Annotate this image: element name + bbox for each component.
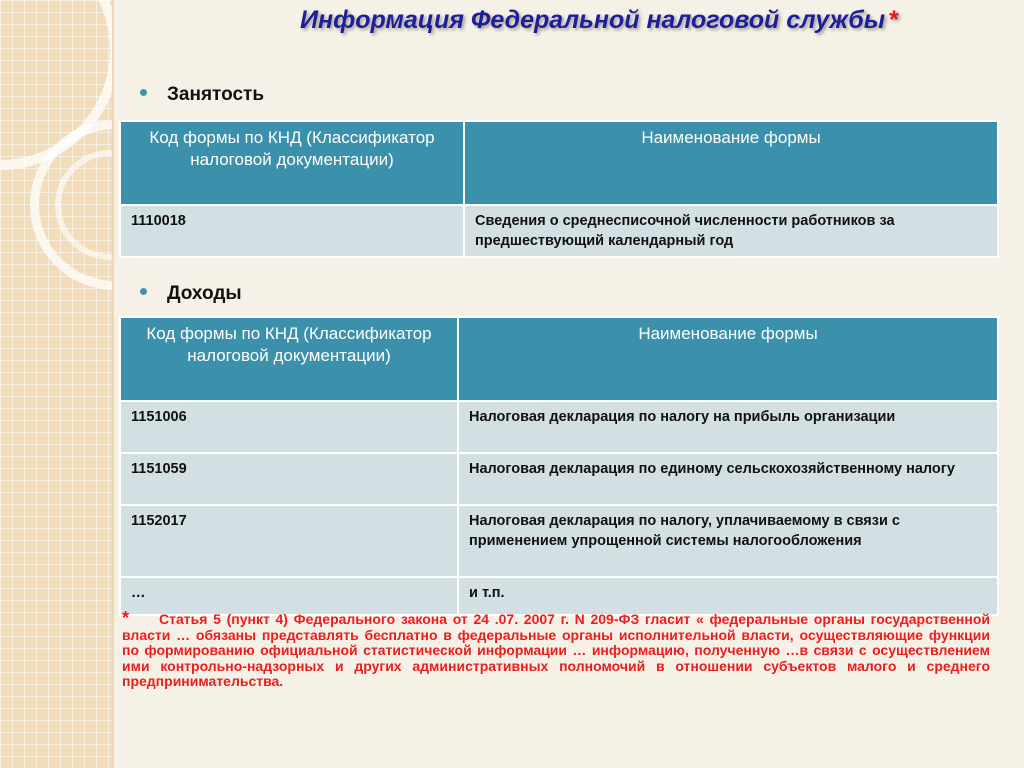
table-header-row — [120, 121, 998, 205]
table-header-row — [120, 317, 998, 401]
table-row — [120, 577, 998, 615]
section-heading-income — [140, 283, 242, 305]
title-text: Информация Федеральной налоговой службы — [300, 6, 886, 34]
footnote-mark: * — [122, 608, 130, 628]
section-heading-text: Занятость — [167, 84, 264, 105]
table-row — [120, 205, 998, 257]
bullet-icon — [140, 89, 147, 96]
form-code-cell: 1151006 — [120, 401, 458, 453]
form-name-cell: Налоговая декларация по налогу, уплачиваемому в связи с применением упрощенной системы налогообложения — [458, 505, 998, 577]
table-row — [120, 505, 998, 577]
form-name-cell: Сведения о среднесписочной численности работников за предшествующий календарный год — [464, 205, 998, 257]
legal-footnote — [122, 608, 990, 690]
band-edge — [112, 0, 115, 768]
section-heading-text: Доходы — [167, 283, 242, 304]
form-code-cell: 1110018 — [120, 205, 464, 257]
column-header-name: Наименование формы — [458, 317, 998, 401]
employment-forms-table — [119, 120, 999, 258]
form-code-cell: … — [120, 577, 458, 615]
table-row — [120, 401, 998, 453]
bullet-icon — [140, 288, 147, 295]
form-code-cell: 1152017 — [120, 505, 458, 577]
table-row — [120, 453, 998, 505]
section-heading-employment — [140, 84, 264, 106]
form-name-cell: Налоговая декларация по единому сельскохозяйственному налогу — [458, 453, 998, 505]
column-header-name: Наименование формы — [464, 121, 998, 205]
page-title — [300, 6, 1000, 35]
decorative-left-band — [0, 0, 112, 768]
form-name-cell: Налоговая декларация по налогу на прибыль организации — [458, 401, 998, 453]
income-forms-table — [119, 316, 999, 616]
form-code-cell: 1151059 — [120, 453, 458, 505]
column-header-code: Код формы по КНД (Классификатор налоговой документации) — [120, 317, 458, 401]
form-name-cell: и т.п. — [458, 577, 998, 615]
title-footnote-mark: * — [889, 6, 899, 34]
column-header-code: Код формы по КНД (Классификатор налоговой документации) — [120, 121, 464, 205]
footnote-text: Статья 5 (пункт 4) Федерального закона от 24 .07. 2007 г. N 209-ФЗ гласит « федеральные органы государственной власти … обязаны представлять бесплатно в федеральные органы исполнительной власти, осуществляющие функции по формированию официальной статистической информации … информацию, полученную …в связи с осуществлением ими контрольно-надзорных и других административных полномочий в отношении субъектов малого и среднего предпринимательства. — [122, 611, 990, 689]
